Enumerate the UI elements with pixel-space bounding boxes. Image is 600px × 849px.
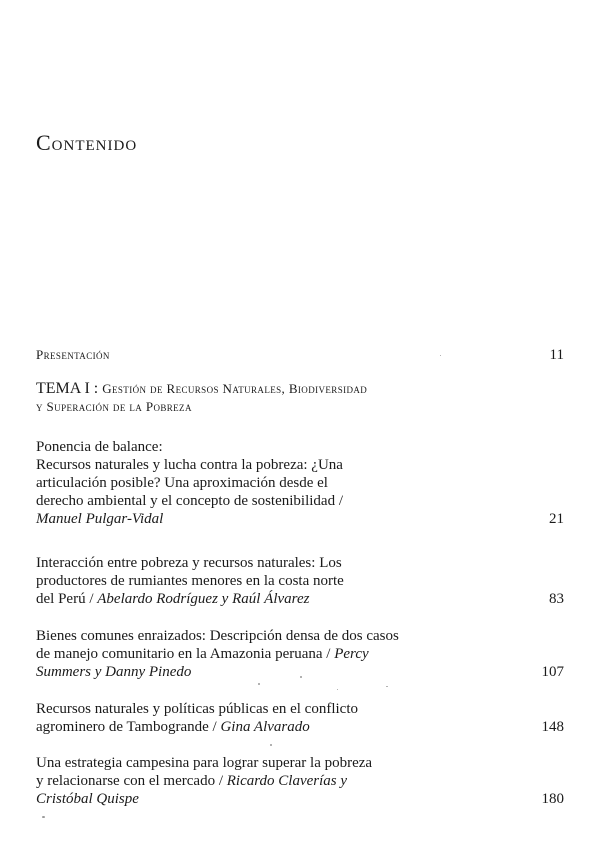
scan-speck [270,744,272,746]
entry-text-line: productores de rumiantes menores en la costa norte [36,573,344,589]
entry-text-line: de manejo comunitario en la Amazonia peruana / [36,646,331,662]
entry-author: Ricardo Claverías y [226,773,348,789]
toc-entry[interactable] [36,554,564,608]
toc-entry-presentacion[interactable] [36,346,564,364]
section-title-line-2: y Superación de la Pobreza [36,399,192,414]
scan-speck [258,683,260,685]
section-prefix: TEMA I : [36,380,99,397]
entry-text-line: Recursos naturales y lucha contra la pobreza: ¿Una [36,457,343,473]
page-number: 148 [541,719,564,735]
toc-entry[interactable] [36,754,564,808]
page-number: 11 [549,347,564,363]
page-title: Contenido [36,130,138,155]
entry-title: Presentación [36,347,110,362]
entry-author: Summers y Danny Pinedo [36,664,192,680]
scan-speck [337,689,338,690]
entry-author: Manuel Pulgar-Vidal [36,511,164,527]
page-number: 21 [549,511,564,527]
toc-entry[interactable] [36,438,564,528]
page-number: 107 [541,664,564,680]
toc-entry[interactable] [36,627,564,681]
entry-text-line: y relacionarse con el mercado / [36,773,223,789]
entry-text-line: agrominero de Tambogrande / [36,719,217,735]
entry-text-line: Ponencia de balance: [36,439,163,455]
scan-speck [300,676,302,678]
scan-speck [440,355,441,356]
page-number: 180 [541,791,564,807]
entry-text-line: Bienes comunes enraizados: Descripción densa de dos casos [36,628,399,644]
section-title-line-1: Gestión de Recursos Naturales, Biodiversidad [102,381,368,396]
toc-entry[interactable] [36,700,564,736]
entry-author: Percy [334,646,369,662]
entry-text-line: derecho ambiental y el concepto de sostenibilidad / [36,493,343,509]
entry-author: Abelardo Rodríguez y Raúl Álvarez [97,591,310,607]
entry-author: Gina Alvarado [220,719,310,735]
entry-text-line: Interacción entre pobreza y recursos naturales: Los [36,555,342,571]
entry-text-line: Recursos naturales y políticas públicas en el conflicto [36,701,358,717]
section-heading-tema-1 [36,380,564,416]
scan-speck [386,686,388,687]
scan-speck [42,816,45,818]
entry-text-line: del Perú / [36,591,94,607]
entry-author: Cristóbal Quispe [36,791,139,807]
entry-text-line: Una estrategia campesina para lograr superar la pobreza [36,755,373,771]
page-number: 83 [549,591,564,607]
entry-text-line: articulación posible? Una aproximación desde el [36,475,328,491]
